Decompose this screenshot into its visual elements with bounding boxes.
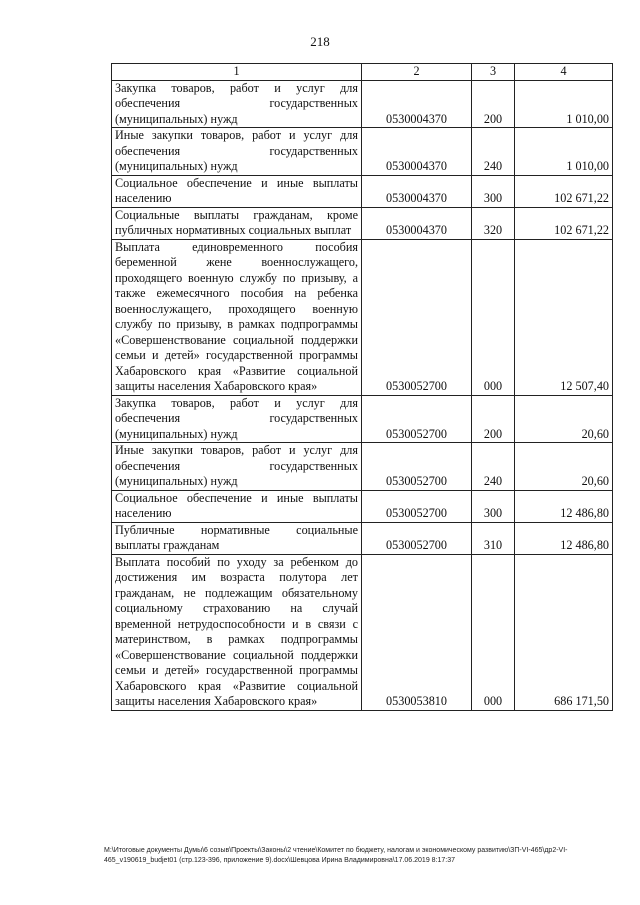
row-description: Выплата единовременного пособия беременной жене военнослужащего, проходящего военную службу по призыву, а также ежемесячного пособия на ребенка военнослужащего, проходящего военную службу по призыву, в рамках подпрограммы «Совершенствование социальной поддержки семьи и детей» государственной программы Хабаровского края «Развитие социальной защиты населения Хабаровского края» <box>112 239 362 395</box>
row-amount: 12 486,80 <box>515 522 613 554</box>
table-row <box>112 239 613 395</box>
table-row <box>112 522 613 554</box>
page-number: 218 <box>310 34 330 49</box>
row-description: Социальное обеспечение и иные выплаты населению <box>112 175 362 207</box>
table-row <box>112 490 613 522</box>
row-amount: 20,60 <box>515 443 613 491</box>
row-amount: 1 010,00 <box>515 128 613 176</box>
row-expense-type: 300 <box>472 490 515 522</box>
row-amount: 102 671,22 <box>515 207 613 239</box>
table-row <box>112 554 613 710</box>
row-code: 0530053810 <box>362 554 472 710</box>
row-amount: 686 171,50 <box>515 554 613 710</box>
row-description: Социальное обеспечение и иные выплаты населению <box>112 490 362 522</box>
row-expense-type: 300 <box>472 175 515 207</box>
row-amount: 1 010,00 <box>515 80 613 128</box>
header-cell: 4 <box>515 64 613 81</box>
row-code: 0530052700 <box>362 522 472 554</box>
row-expense-type: 000 <box>472 554 515 710</box>
table-row <box>112 175 613 207</box>
row-expense-type: 240 <box>472 128 515 176</box>
row-description: Публичные нормативные социальные выплаты гражданам <box>112 522 362 554</box>
row-expense-type: 320 <box>472 207 515 239</box>
row-code: 0530052700 <box>362 239 472 395</box>
row-description: Иные закупки товаров, работ и услуг для обеспечения государственных (муниципальных) нужд <box>112 443 362 491</box>
row-amount: 12 507,40 <box>515 239 613 395</box>
table-header-row <box>112 64 613 81</box>
row-amount: 20,60 <box>515 395 613 443</box>
budget-table <box>111 63 613 711</box>
header-cell: 3 <box>472 64 515 81</box>
row-code: 0530052700 <box>362 490 472 522</box>
table-row <box>112 80 613 128</box>
row-description: Выплата пособий по уходу за ребенком до достижения им возраста полутора лет гражданам, не подлежащим обязательному социальному страхованию на случай временной нетрудоспособности и в связи с материнством, в рамках подпрограммы «Совершенствование социальной поддержки семьи и детей» государственной программы Хабаровского края «Развитие социальной защиты населения Хабаровского края» <box>112 554 362 710</box>
row-code: 0530052700 <box>362 395 472 443</box>
row-expense-type: 000 <box>472 239 515 395</box>
header-cell: 2 <box>362 64 472 81</box>
row-description: Иные закупки товаров, работ и услуг для обеспечения государственных (муниципальных) нужд <box>112 128 362 176</box>
table-row <box>112 128 613 176</box>
row-description: Закупка товаров, работ и услуг для обеспечения государственных (муниципальных) нужд <box>112 395 362 443</box>
row-code: 0530004370 <box>362 175 472 207</box>
table-row <box>112 443 613 491</box>
row-description: Закупка товаров, работ и услуг для обеспечения государственных (муниципальных) нужд <box>112 80 362 128</box>
table-row <box>112 207 613 239</box>
row-expense-type: 200 <box>472 80 515 128</box>
row-code: 0530004370 <box>362 207 472 239</box>
row-expense-type: 310 <box>472 522 515 554</box>
row-code: 0530004370 <box>362 80 472 128</box>
row-code: 0530004370 <box>362 128 472 176</box>
file-path-footer: M:\Итоговые документы Думы\6 созыв\Проекты\Законы\2 чтение\Комитет по бюджету, налогам и экономическому развитию\ЗП-VI-465\др2-VI-465_v190619_budjet01 (стр.123-396, приложение 9).docx\Шевцова Ирина Владимировна\17.06.2019 8:17:37 <box>104 847 568 864</box>
row-code: 0530052700 <box>362 443 472 491</box>
row-expense-type: 240 <box>472 443 515 491</box>
header-cell: 1 <box>112 64 362 81</box>
row-amount: 12 486,80 <box>515 490 613 522</box>
row-expense-type: 200 <box>472 395 515 443</box>
table-row <box>112 395 613 443</box>
row-amount: 102 671,22 <box>515 175 613 207</box>
row-description: Социальные выплаты гражданам, кроме публичных нормативных социальных выплат <box>112 207 362 239</box>
